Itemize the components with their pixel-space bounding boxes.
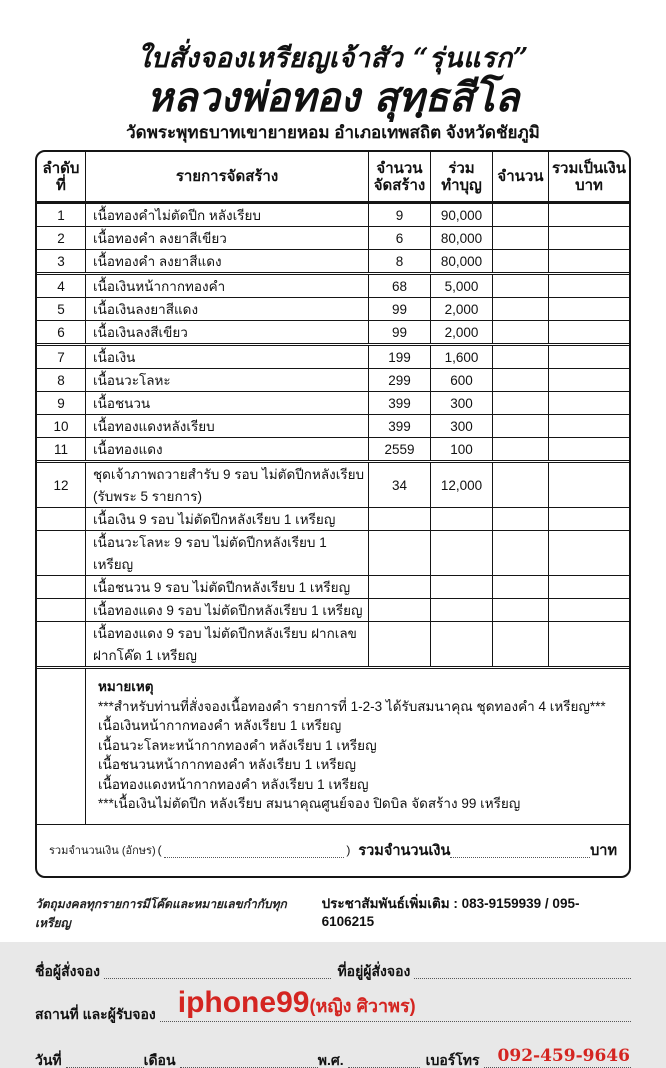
total-amount-field bbox=[450, 843, 590, 858]
col-header-description: รายการจัดสร้าง bbox=[86, 152, 369, 201]
row-index: 4 bbox=[37, 275, 86, 297]
row-donation: 90,000 bbox=[431, 204, 493, 226]
table-row bbox=[37, 272, 629, 297]
month-field bbox=[180, 1052, 318, 1068]
row-index: 8 bbox=[37, 369, 86, 391]
row-index: 5 bbox=[37, 298, 86, 320]
row-amount-made: 299 bbox=[369, 369, 431, 391]
row-description: ชุดเจ้าภาพถวายสำรับ 9 รอบ ไม่ตัดปีกหลังเรียบ (รับพระ 5 รายการ) bbox=[86, 463, 369, 507]
row-amount-blank bbox=[369, 508, 431, 530]
form-line-date bbox=[35, 1045, 631, 1068]
row-description: เนื้อทองแดงหลังเรียบ bbox=[86, 415, 369, 437]
table-header-row bbox=[37, 152, 629, 203]
row-total-blank bbox=[549, 622, 629, 666]
subrow-description: เนื้อเงิน 9 รอบ ไม่ตัดปีกหลังเรียบ 1 เหรียญ bbox=[86, 508, 369, 530]
date-label: วันที่ bbox=[35, 1051, 62, 1068]
totals-row bbox=[37, 824, 629, 876]
row-total-blank bbox=[549, 508, 629, 530]
row-total-blank bbox=[549, 275, 629, 297]
row-description: เนื้อเงินลงยาสีแดง bbox=[86, 298, 369, 320]
table-row bbox=[37, 460, 629, 507]
row-donation: 12,000 bbox=[431, 463, 493, 507]
note-line: เนื้อทองแดงหน้ากากทองคำ หลังเรียบ 1 เหรียญ bbox=[98, 776, 369, 792]
row-index: 3 bbox=[37, 250, 86, 272]
row-quantity-blank bbox=[493, 204, 549, 226]
row-quantity-blank bbox=[493, 369, 549, 391]
table-row bbox=[37, 226, 629, 249]
row-quantity-blank bbox=[493, 622, 549, 666]
row-donation: 100 bbox=[431, 438, 493, 460]
subrow-description: เนื้อชนวน 9 รอบ ไม่ตัดปีกหลังเรียบ 1 เหรียญ bbox=[86, 576, 369, 598]
row-index: 9 bbox=[37, 392, 86, 414]
date-field bbox=[66, 1052, 144, 1068]
place-receiver-field bbox=[160, 985, 631, 1022]
table-row bbox=[37, 368, 629, 391]
row-index: 11 bbox=[37, 438, 86, 460]
table-row bbox=[37, 203, 629, 226]
document-title-line2: หลวงพ่อทอง สุทฺธสีโล bbox=[146, 74, 520, 121]
row-index-blank bbox=[37, 599, 86, 621]
table-row bbox=[37, 320, 629, 343]
table-subrow bbox=[37, 507, 629, 530]
row-amount-made: 2559 bbox=[369, 438, 431, 460]
notes-title: หมายเหตุ bbox=[98, 679, 154, 694]
note-line: เนื้อชนวนหน้ากากทองคำ หลังเรียบ 1 เหรียญ bbox=[98, 757, 357, 772]
row-amount-blank bbox=[369, 531, 431, 575]
orderer-address-field bbox=[414, 963, 631, 979]
row-description: เนื้อเงินหน้ากากทองคำ bbox=[86, 275, 369, 297]
paren-close: ) bbox=[346, 843, 351, 857]
paren-open: ( bbox=[157, 843, 162, 857]
reserver-stamp bbox=[177, 985, 416, 1021]
note-line: เนื้อเงินหน้ากากทองคำ หลังเรียบ 1 เหรียญ bbox=[98, 718, 342, 733]
col-header-donation: ร่วม ทำบุญ bbox=[431, 152, 493, 201]
row-amount-made: 34 bbox=[369, 463, 431, 507]
subrow-description: เนื้อทองแดง 9 รอบ ไม่ตัดปีกหลังเรียบ 1 เหรียญ bbox=[86, 599, 369, 621]
row-total-blank bbox=[549, 438, 629, 460]
row-quantity-blank bbox=[493, 392, 549, 414]
phone-stamp: 092-459-9646 bbox=[497, 1045, 630, 1066]
row-quantity-blank bbox=[493, 298, 549, 320]
row-index: 1 bbox=[37, 204, 86, 226]
subrow-description: เนื้อทองแดง 9 รอบ ไม่ตัดปีกหลังเรียบ ฝากเลขฝากโค๊ด 1 เหรียญ bbox=[86, 622, 369, 666]
row-amount-made: 99 bbox=[369, 298, 431, 320]
row-donation: 80,000 bbox=[431, 250, 493, 272]
orderer-name-field bbox=[104, 963, 332, 979]
reserver-suffix-text: (หญิง ศิวาพร) bbox=[309, 995, 416, 1016]
row-donation: 2,000 bbox=[431, 298, 493, 320]
row-amount-blank bbox=[369, 622, 431, 666]
table-row bbox=[37, 249, 629, 272]
note-line: ***เนื้อเงินไม่ตัดปีก หลังเรียบ สมนาคุณศูนย์จอง ปิดบิล จัดสร้าง 99 เหรียญ bbox=[98, 796, 521, 811]
table-subrow bbox=[37, 530, 629, 575]
row-total-blank bbox=[549, 346, 629, 368]
table-row bbox=[37, 391, 629, 414]
row-quantity-blank bbox=[493, 576, 549, 598]
row-donation: 5,000 bbox=[431, 275, 493, 297]
row-quantity-blank bbox=[493, 346, 549, 368]
month-label: เดือน bbox=[143, 1051, 176, 1068]
row-quantity-blank bbox=[493, 415, 549, 437]
total-in-words-field bbox=[164, 843, 345, 858]
total-amount-label: รวมจำนวนเงิน bbox=[358, 842, 451, 859]
row-total-blank bbox=[549, 531, 629, 575]
row-quantity-blank bbox=[493, 275, 549, 297]
table-row bbox=[37, 343, 629, 368]
row-description: เนื้อทองคำ ลงยาสีแดง bbox=[86, 250, 369, 272]
row-description: เนื้อทองคำ ลงยาสีเขียว bbox=[86, 227, 369, 249]
year-label: พ.ศ. bbox=[317, 1051, 344, 1068]
row-quantity-blank bbox=[493, 599, 549, 621]
row-description: เนื้อเงิน bbox=[86, 346, 369, 368]
row-description: เนื้อเงินลงสีเขียว bbox=[86, 321, 369, 343]
year-field bbox=[348, 1052, 420, 1068]
row-quantity-blank bbox=[493, 438, 549, 460]
col-header-amount-made: จำนวน จัดสร้าง bbox=[369, 152, 431, 201]
row-index: 2 bbox=[37, 227, 86, 249]
row-total-blank bbox=[549, 298, 629, 320]
col-header-index-line1: ลำดับ bbox=[42, 159, 80, 177]
form-line-name bbox=[35, 963, 631, 979]
table-subfooter bbox=[35, 892, 631, 933]
row-description: เนื้อนวะโลหะ bbox=[86, 369, 369, 391]
table-row bbox=[37, 437, 629, 460]
row-donation: 2,000 bbox=[431, 321, 493, 343]
row-total-blank bbox=[549, 227, 629, 249]
reserver-name-text: iphone99 bbox=[177, 985, 310, 1019]
code-note: วัตถุมงคลทุกรายการมีโค๊ดและหมายเลขกำกับทุกเหรียญ bbox=[35, 896, 287, 930]
subrow-description: เนื้อนวะโลหะ 9 รอบ ไม่ตัดปีกหลังเรียบ 1 เหรียญ bbox=[86, 531, 369, 575]
row-total-blank bbox=[549, 415, 629, 437]
orderer-name-label: ชื่อผู้สั่งจอง bbox=[35, 962, 100, 979]
row-total-blank bbox=[549, 599, 629, 621]
temple-address: วัดพระพุทธบาทเขายายหอม อำเภอเทพสถิต จังหวัดชัยภูมิ bbox=[126, 123, 540, 142]
phone-field bbox=[484, 1045, 631, 1068]
baht-unit-label: บาท bbox=[590, 842, 617, 859]
row-index: 6 bbox=[37, 321, 86, 343]
row-index-blank bbox=[37, 531, 86, 575]
row-quantity-blank bbox=[493, 227, 549, 249]
row-donation: 80,000 bbox=[431, 227, 493, 249]
row-quantity-blank bbox=[493, 463, 549, 507]
row-total-blank bbox=[549, 576, 629, 598]
table-row bbox=[37, 414, 629, 437]
form-line-place bbox=[35, 985, 631, 1022]
row-quantity-blank bbox=[493, 250, 549, 272]
row-index: 7 bbox=[37, 346, 86, 368]
row-total-blank bbox=[549, 250, 629, 272]
row-donation-blank bbox=[431, 576, 493, 598]
table-row bbox=[37, 297, 629, 320]
note-line: เนื้อนวะโลหะหน้ากากทองคำ หลังเรียบ 1 เหรียญ bbox=[98, 737, 377, 753]
row-index: 12 bbox=[37, 463, 86, 507]
row-amount-made: 6 bbox=[369, 227, 431, 249]
document-title-line1: ใบสั่งจองเหรียญเจ้าสัว “รุ่นแรก” bbox=[137, 43, 529, 74]
row-amount-made: 9 bbox=[369, 204, 431, 226]
row-description: เนื้อชนวน bbox=[86, 392, 369, 414]
row-amount-made: 199 bbox=[369, 346, 431, 368]
row-quantity-blank bbox=[493, 531, 549, 575]
row-amount-blank bbox=[369, 599, 431, 621]
customer-form bbox=[35, 963, 631, 1068]
row-amount-made: 68 bbox=[369, 275, 431, 297]
row-index-blank bbox=[37, 622, 86, 666]
row-donation-blank bbox=[431, 622, 493, 666]
row-amount-made: 399 bbox=[369, 415, 431, 437]
row-index-blank bbox=[37, 508, 86, 530]
row-description: เนื้อทองแดง bbox=[86, 438, 369, 460]
table-subrow bbox=[37, 575, 629, 598]
notes-left-column bbox=[37, 669, 86, 824]
row-description: เนื้อทองคำไม่ตัดปีก หลังเรียบ bbox=[86, 204, 369, 226]
col-header-index bbox=[37, 152, 86, 201]
row-index-blank bbox=[37, 576, 86, 598]
row-donation: 300 bbox=[431, 415, 493, 437]
table-subrow bbox=[37, 598, 629, 621]
row-amount-blank bbox=[369, 576, 431, 598]
row-donation: 300 bbox=[431, 392, 493, 414]
row-total-blank bbox=[549, 204, 629, 226]
notes-section bbox=[37, 666, 629, 824]
row-total-blank bbox=[549, 321, 629, 343]
row-total-blank bbox=[549, 392, 629, 414]
note-line: ***สำหรับท่านที่สั่งจองเนื้อทองคำ รายการที่ 1-2-3 ได้รับสมนาคุณ ชุดทองคำ 4 เหรียญ*** bbox=[98, 698, 606, 714]
phone-label: เบอร์โทร bbox=[425, 1051, 480, 1068]
row-donation-blank bbox=[431, 599, 493, 621]
row-amount-made: 8 bbox=[369, 250, 431, 272]
notes-body bbox=[86, 669, 629, 824]
contact-phones: ประชาสัมพันธ์เพิ่มเติม : 083-9159939 / 095-6106215 bbox=[321, 895, 580, 929]
col-header-index-line2: ที่ bbox=[56, 176, 66, 194]
total-in-words-label: รวมจำนวนเงิน (อักษร) bbox=[49, 845, 156, 857]
row-quantity-blank bbox=[493, 508, 549, 530]
table-subrow bbox=[37, 621, 629, 666]
row-amount-made: 399 bbox=[369, 392, 431, 414]
row-donation-blank bbox=[431, 531, 493, 575]
row-quantity-blank bbox=[493, 321, 549, 343]
row-donation-blank bbox=[431, 508, 493, 530]
col-header-quantity: จำนวน bbox=[493, 152, 549, 201]
col-header-total-baht: รวมเป็นเงิน บาท bbox=[552, 159, 626, 194]
row-donation: 600 bbox=[431, 369, 493, 391]
row-total-blank bbox=[549, 369, 629, 391]
place-receiver-label: สถานที่ และผู้รับจอง bbox=[35, 1005, 156, 1022]
row-index: 10 bbox=[37, 415, 86, 437]
document-header bbox=[0, 0, 666, 144]
orderer-address-label: ที่อยู่ผู้สั่งจอง bbox=[337, 962, 411, 979]
row-total-blank bbox=[549, 463, 629, 507]
row-donation: 1,600 bbox=[431, 346, 493, 368]
row-amount-made: 99 bbox=[369, 321, 431, 343]
order-table bbox=[35, 150, 631, 878]
